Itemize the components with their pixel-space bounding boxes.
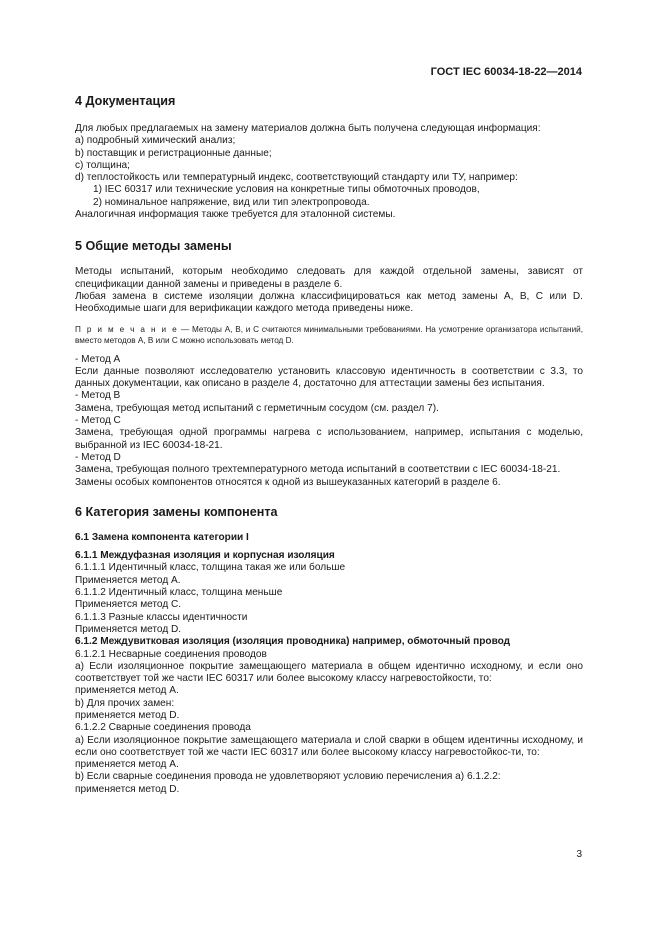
method-b-label: - Метод B <box>75 390 121 402</box>
paragraph: Методы испытаний, которым необходимо следовать для каждой отдельной замены, зависят от спецификации данной замены и приведены в разделе 6. <box>75 266 583 290</box>
list-item: b) поставщик и регистрационные данные; <box>75 147 272 159</box>
section-6-title: 6 Категория замены компонента <box>75 504 278 519</box>
section-5-closing: Замены особых компонентов относятся к одной из вышеуказанных категорий в разделе 6. <box>75 476 501 488</box>
section-4-title: 4 Документация <box>75 94 176 108</box>
note-label: П р и м е ч а н и е <box>75 324 179 334</box>
method-d-label: - Метод D <box>75 451 121 463</box>
clause-item-a: a) Если изоляционное покрытие замещающего материала в общем идентично исходному, и если оно соответствует той же части IEC 60317 или более высокому классу нагревостойкости, то: <box>75 660 583 685</box>
paragraph: Любая замена в системе изоляции должна классифицироваться как метод замены A, B, C или D. Необходимые шаги для верификации каждого метода приведены ниже. <box>75 290 583 315</box>
sub-list-item: 1) IEC 60317 или технические условия на конкретные типы обмоточных проводов, <box>93 184 480 196</box>
method-c-text: Замена, требующая одной программы нагрева с использованием, например, испытания с моделью, выбранной из IEC 60034-18-21. <box>75 427 583 451</box>
list-item: c) толщина; <box>75 159 130 171</box>
subsection-6-1-1-title: 6.1.1 Междуфазная изоляция и корпусная изоляция <box>75 550 335 562</box>
subsection-6-1-title: 6.1 Замена компонента категории I <box>75 531 249 543</box>
note-text: — Методы А, В, и С считаются минимальными требованиями. На усмотрение организатора испытаний, вместо методов А, В или С можно использовать метод D. <box>75 324 583 345</box>
section-4-intro: Для любых предлагаемых на замену материалов должна быть получена следующая информация: <box>75 123 541 134</box>
clause-6-1-1-2: 6.1.1.2 Идентичный класс, толщина меньше <box>75 587 283 599</box>
method-d-text: Замена, требующая полного трехтемпературного метода испытаний в соответствии с IEC 60034-18-21. <box>75 464 561 476</box>
sub-list-item: 2) номинальное напряжение, вид или тип электропровода. <box>93 196 370 208</box>
list-item: d) теплостойкость или температурный индекс, соответствующий стандарту или ТУ, например: <box>75 172 518 184</box>
clause-item-b: b) Для прочих замен: <box>75 697 175 709</box>
standard-code-header: ГОСТ IEC 60034-18-22—2014 <box>430 66 582 78</box>
clause-6-1-2-1: 6.1.2.1 Несварные соединения проводов <box>75 648 267 660</box>
section-4-closing: Аналогичная информация также требуется для эталонной системы. <box>75 209 396 221</box>
clause-6-1-1-1: 6.1.1.1 Идентичный класс, толщина такая же или больше <box>75 562 346 574</box>
method-b-text: Замена, требующая метод испытаний с герметичным сосудом (см. раздел 7). <box>75 402 439 414</box>
clause-6-1-1-3: 6.1.1.3 Разные классы идентичности <box>75 611 248 623</box>
page-number: 3 <box>576 849 582 860</box>
list-item: a) подробный химический анализ; <box>75 135 236 147</box>
clause-method: Применяется метод А. <box>75 574 181 586</box>
method-c-label: - Метод C <box>75 415 121 427</box>
clause-method: Применяется метод D. <box>75 623 182 635</box>
note <box>75 324 583 346</box>
section-5-title: 5 Общие методы замены <box>75 239 232 254</box>
clause-6-1-2-2: 6.1.2.2 Сварные соединения провода <box>75 722 251 734</box>
clause-method: применяется метод D. <box>75 709 180 721</box>
subsection-6-1-2-title: 6.1.2 Междувитковая изоляция (изоляция проводника) например, обмоточный провод <box>75 636 511 648</box>
clause-method: Применяется метод С. <box>75 599 182 611</box>
page-content <box>75 94 583 796</box>
clause-method: применяется метод А. <box>75 759 179 771</box>
clause-item-b: b) Если сварные соединения провода не удовлетворяют условию перечисления а) 6.1.2.2: <box>75 771 501 783</box>
method-a-text: Если данные позволяют исследователю установить классовую идентичность в соответствии с 3.3, то данных документации, как описано в разделе 4, достаточно для аттестации замены без испытания. <box>75 365 583 390</box>
clause-method: применяется метод D. <box>75 783 180 795</box>
clause-item-a: a) Если изоляционное покрытие замещающего материала и слой сварки в общем идентичны исходному, и если оно соответствует той же части IEC 60317 или более высокому классу нагревостойкос-ти, то: <box>75 734 583 758</box>
method-a-label: - Метод A <box>75 353 121 365</box>
clause-method: применяется метод А. <box>75 685 179 697</box>
